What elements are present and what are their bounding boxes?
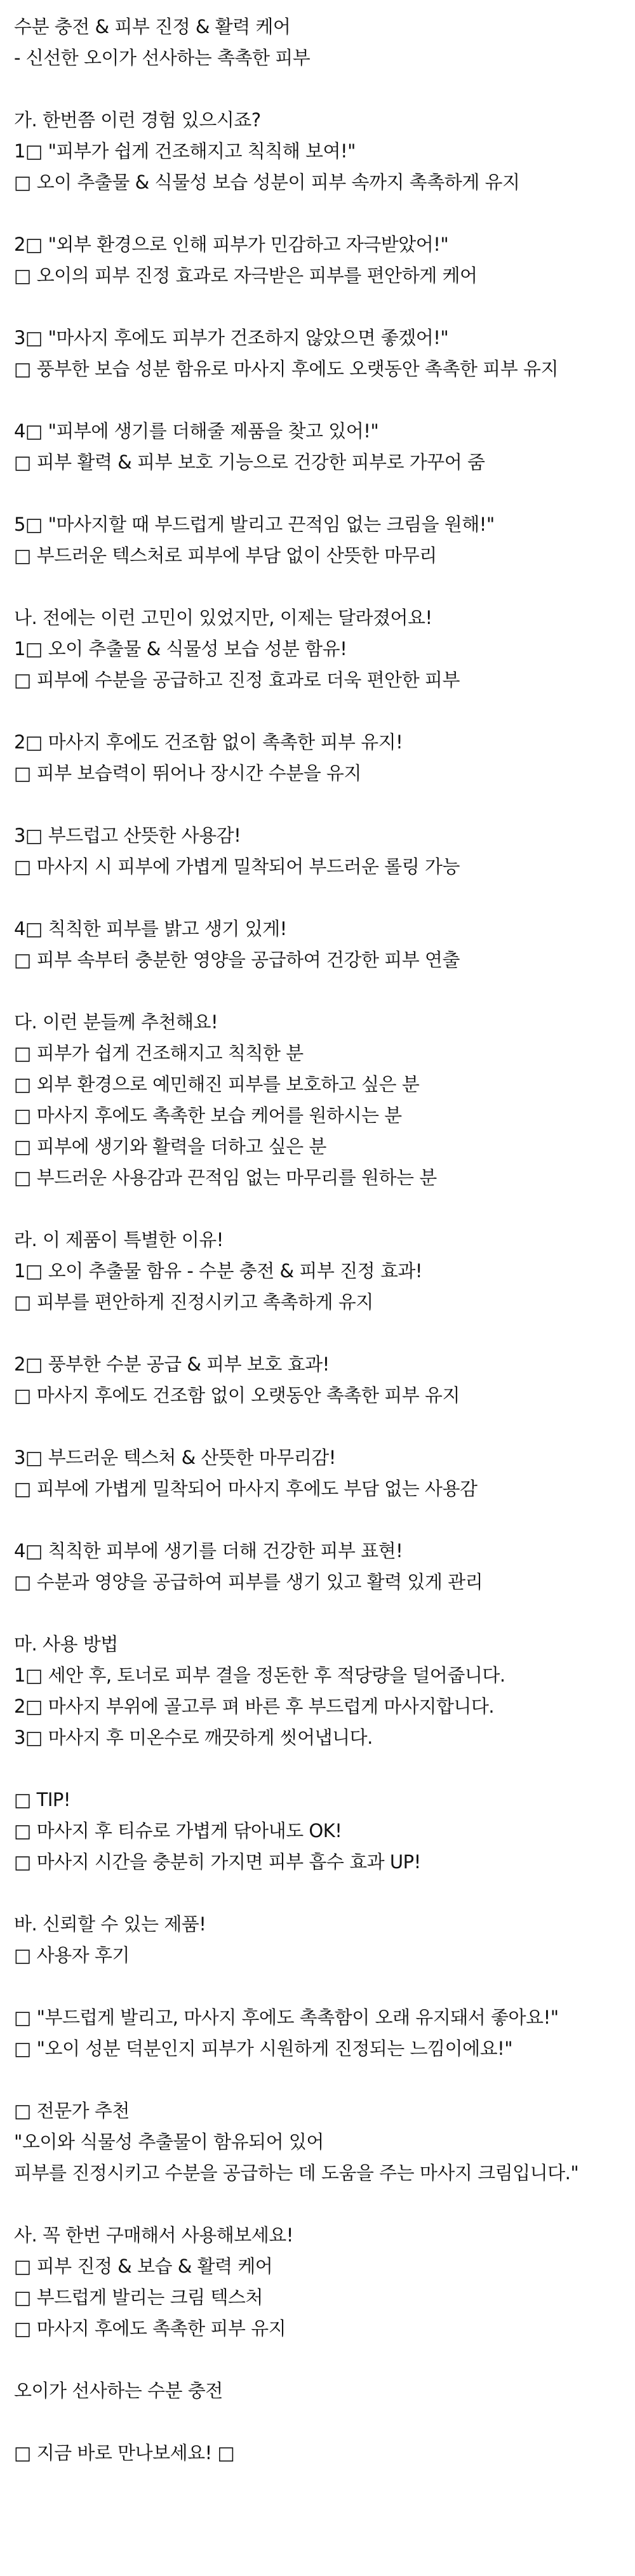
text-line: □ 피부에 생기와 활력을 더하고 싶은 분 <box>14 1136 326 1157</box>
text-line: 3□ 부드럽고 산뜻한 사용감! <box>14 825 241 846</box>
text-line: □ 부드럽게 발리는 크림 텍스처 <box>14 2287 263 2308</box>
text-line: 2□ 풍부한 수분 공급 & 피부 보호 효과! <box>14 1353 330 1375</box>
blank-line <box>14 571 635 602</box>
blank-line <box>14 696 635 727</box>
text-line: □ 수분과 영양을 공급하여 피부를 생기 있고 활력 있게 관리 <box>14 1571 483 1593</box>
text-line: "오이와 식물성 추출물이 함유되어 있어 <box>14 2131 324 2153</box>
text-line: □ 외부 환경으로 예민해진 피부를 보호하고 싶은 분 <box>14 1073 420 1095</box>
text-line: 4□ 칙칙한 피부에 생기를 더해 건강한 피부 표현! <box>14 1540 403 1562</box>
text-line: □ 피부에 가볍게 밀착되어 마사지 후에도 부담 없는 사용감 <box>14 1478 478 1499</box>
text-line: 사. 꼭 한번 구매해서 사용해보세요! <box>14 2224 293 2246</box>
text-line: 5□ "마사지할 때 부드럽게 발리고 끈적임 없는 크림을 원해!" <box>14 514 495 535</box>
text-line: 4□ 칙칙한 피부를 밝고 생기 있게! <box>14 918 287 939</box>
text-line: □ 피부 활력 & 피부 보호 기능으로 건강한 피부로 가꾸어 줌 <box>14 451 485 473</box>
text-line: 3□ "마사지 후에도 피부가 건조하지 않았으면 좋겠어!" <box>14 327 449 349</box>
blank-line <box>14 385 635 416</box>
text-line: 가. 한번쯤 이런 경험 있으시죠? <box>14 109 261 131</box>
text-line: □ 피부가 쉽게 건조해지고 칙칙한 분 <box>14 1042 304 1064</box>
text-line: □ 사용자 후기 <box>14 1944 130 1966</box>
blank-line <box>14 2344 635 2375</box>
text-line: □ 오이의 피부 진정 효과로 자극받은 피부를 편안하게 케어 <box>14 265 478 286</box>
text-line: 1□ 세안 후, 토너로 피부 결을 정돈한 후 적당량을 덜어줍니다. <box>14 1664 505 1686</box>
blank-line <box>14 198 635 229</box>
blank-line <box>14 2064 635 2095</box>
text-line: 2□ 마사지 부위에 골고루 펴 바른 후 부드럽게 마사지합니다. <box>14 1696 495 1717</box>
text-line: □ 부드러운 텍스처로 피부에 부담 없이 산뜻한 마무리 <box>14 545 437 566</box>
text-line: □ 마사지 후에도 촉촉한 보습 케어를 원하시는 분 <box>14 1105 402 1126</box>
text-line: - 신선한 오이가 선사하는 촉촉한 피부 <box>14 47 311 69</box>
blank-line <box>14 976 635 1007</box>
text-line: □ 전문가 추천 <box>14 2100 130 2121</box>
text-line: 1□ "피부가 쉽게 건조해지고 칙칙해 보여!" <box>14 140 356 162</box>
text-line: 다. 이런 분들께 추천해요! <box>14 1011 218 1033</box>
blank-line <box>14 74 635 105</box>
blank-line <box>14 1318 635 1349</box>
blank-line <box>14 1598 635 1629</box>
text-line: □ "오이 성분 덕분인지 피부가 시원하게 진정되는 느낌이에요!" <box>14 2038 513 2059</box>
text-line: 4□ "피부에 생기를 더해줄 제품을 찾고 있어!" <box>14 420 379 442</box>
text-line: □ 마사지 후 티슈로 가볍게 닦아내도 OK! <box>14 1820 342 1842</box>
blank-line <box>14 1504 635 1536</box>
text-line: □ 부드러운 사용감과 끈적임 없는 마무리를 원하는 분 <box>14 1167 437 1188</box>
text-line: 2□ 마사지 후에도 건조함 없이 촉촉한 피부 유지! <box>14 731 403 753</box>
text-line: □ 피부를 편안하게 진정시키고 촉촉하게 유지 <box>14 1291 373 1313</box>
blank-line <box>14 1411 635 1442</box>
text-line: □ 마사지 후에도 촉촉한 피부 유지 <box>14 2318 286 2339</box>
blank-line <box>14 1193 635 1225</box>
blank-line <box>14 1753 635 1784</box>
text-line: □ 풍부한 보습 성분 함유로 마사지 후에도 오랫동안 촉촉한 피부 유지 <box>14 358 558 380</box>
blank-line <box>14 2407 635 2438</box>
blank-line <box>14 478 635 509</box>
blank-line <box>14 1878 635 1909</box>
blank-line <box>14 882 635 913</box>
text-line: □ 피부 속부터 충분한 영양을 공급하여 건강한 피부 연출 <box>14 949 460 971</box>
text-line: 오이가 선사하는 수분 충전 <box>14 2380 223 2401</box>
text-line: 라. 이 제품이 특별한 이유! <box>14 1229 224 1251</box>
text-line: □ 피부에 수분을 공급하고 진정 효과로 더욱 편안한 피부 <box>14 669 460 691</box>
text-line: 1□ 오이 추출물 함유 - 수분 충전 & 피부 진정 효과! <box>14 1260 422 1282</box>
text-line: □ 마사지 후에도 건조함 없이 오랫동안 촉촉한 피부 유지 <box>14 1384 460 1406</box>
text-line: □ "부드럽게 발리고, 마사지 후에도 촉촉함이 오래 유지돼서 좋아요!" <box>14 2007 559 2028</box>
text-line: 1□ 오이 추출물 & 식물성 보습 성분 함유! <box>14 638 347 660</box>
text-line: □ 마사지 시 피부에 가볍게 밀착되어 부드러운 롤링 가능 <box>14 856 460 877</box>
text-line: □ TIP! <box>14 1789 70 1810</box>
blank-line <box>14 789 635 820</box>
text-line: □ 피부 보습력이 뛰어나 장시간 수분을 유지 <box>14 762 361 784</box>
text-line: 3□ 부드러운 텍스처 & 산뜻한 마무리감! <box>14 1447 336 1468</box>
blank-line <box>14 2189 635 2220</box>
text-line: 2□ "외부 환경으로 인해 피부가 민감하고 자극받았어!" <box>14 234 449 255</box>
text-line: 마. 사용 방법 <box>14 1633 118 1655</box>
text-line: 바. 신뢰할 수 있는 제품! <box>14 1913 206 1935</box>
blank-line <box>14 1971 635 2002</box>
text-line: □ 지금 바로 만나보세요! □ <box>14 2442 235 2464</box>
text-line: □ 오이 추출물 & 식물성 보습 성분이 피부 속까지 촉촉하게 유지 <box>14 171 520 193</box>
blank-line <box>14 291 635 322</box>
text-line: 3□ 마사지 후 미온수로 깨끗하게 씻어냅니다. <box>14 1727 373 1748</box>
text-line: □ 마사지 시간을 충분히 가지면 피부 흡수 효과 UP! <box>14 1851 421 1873</box>
text-line: 나. 전에는 이런 고민이 있었지만, 이제는 달라졌어요! <box>14 607 432 628</box>
text-line: 피부를 진정시키고 수분을 공급하는 데 도움을 주는 마사지 크림입니다." <box>14 2162 579 2184</box>
text-line: □ 피부 진정 & 보습 & 활력 케어 <box>14 2255 273 2277</box>
text-line: 수분 충전 & 피부 진정 & 활력 케어 <box>14 16 291 37</box>
